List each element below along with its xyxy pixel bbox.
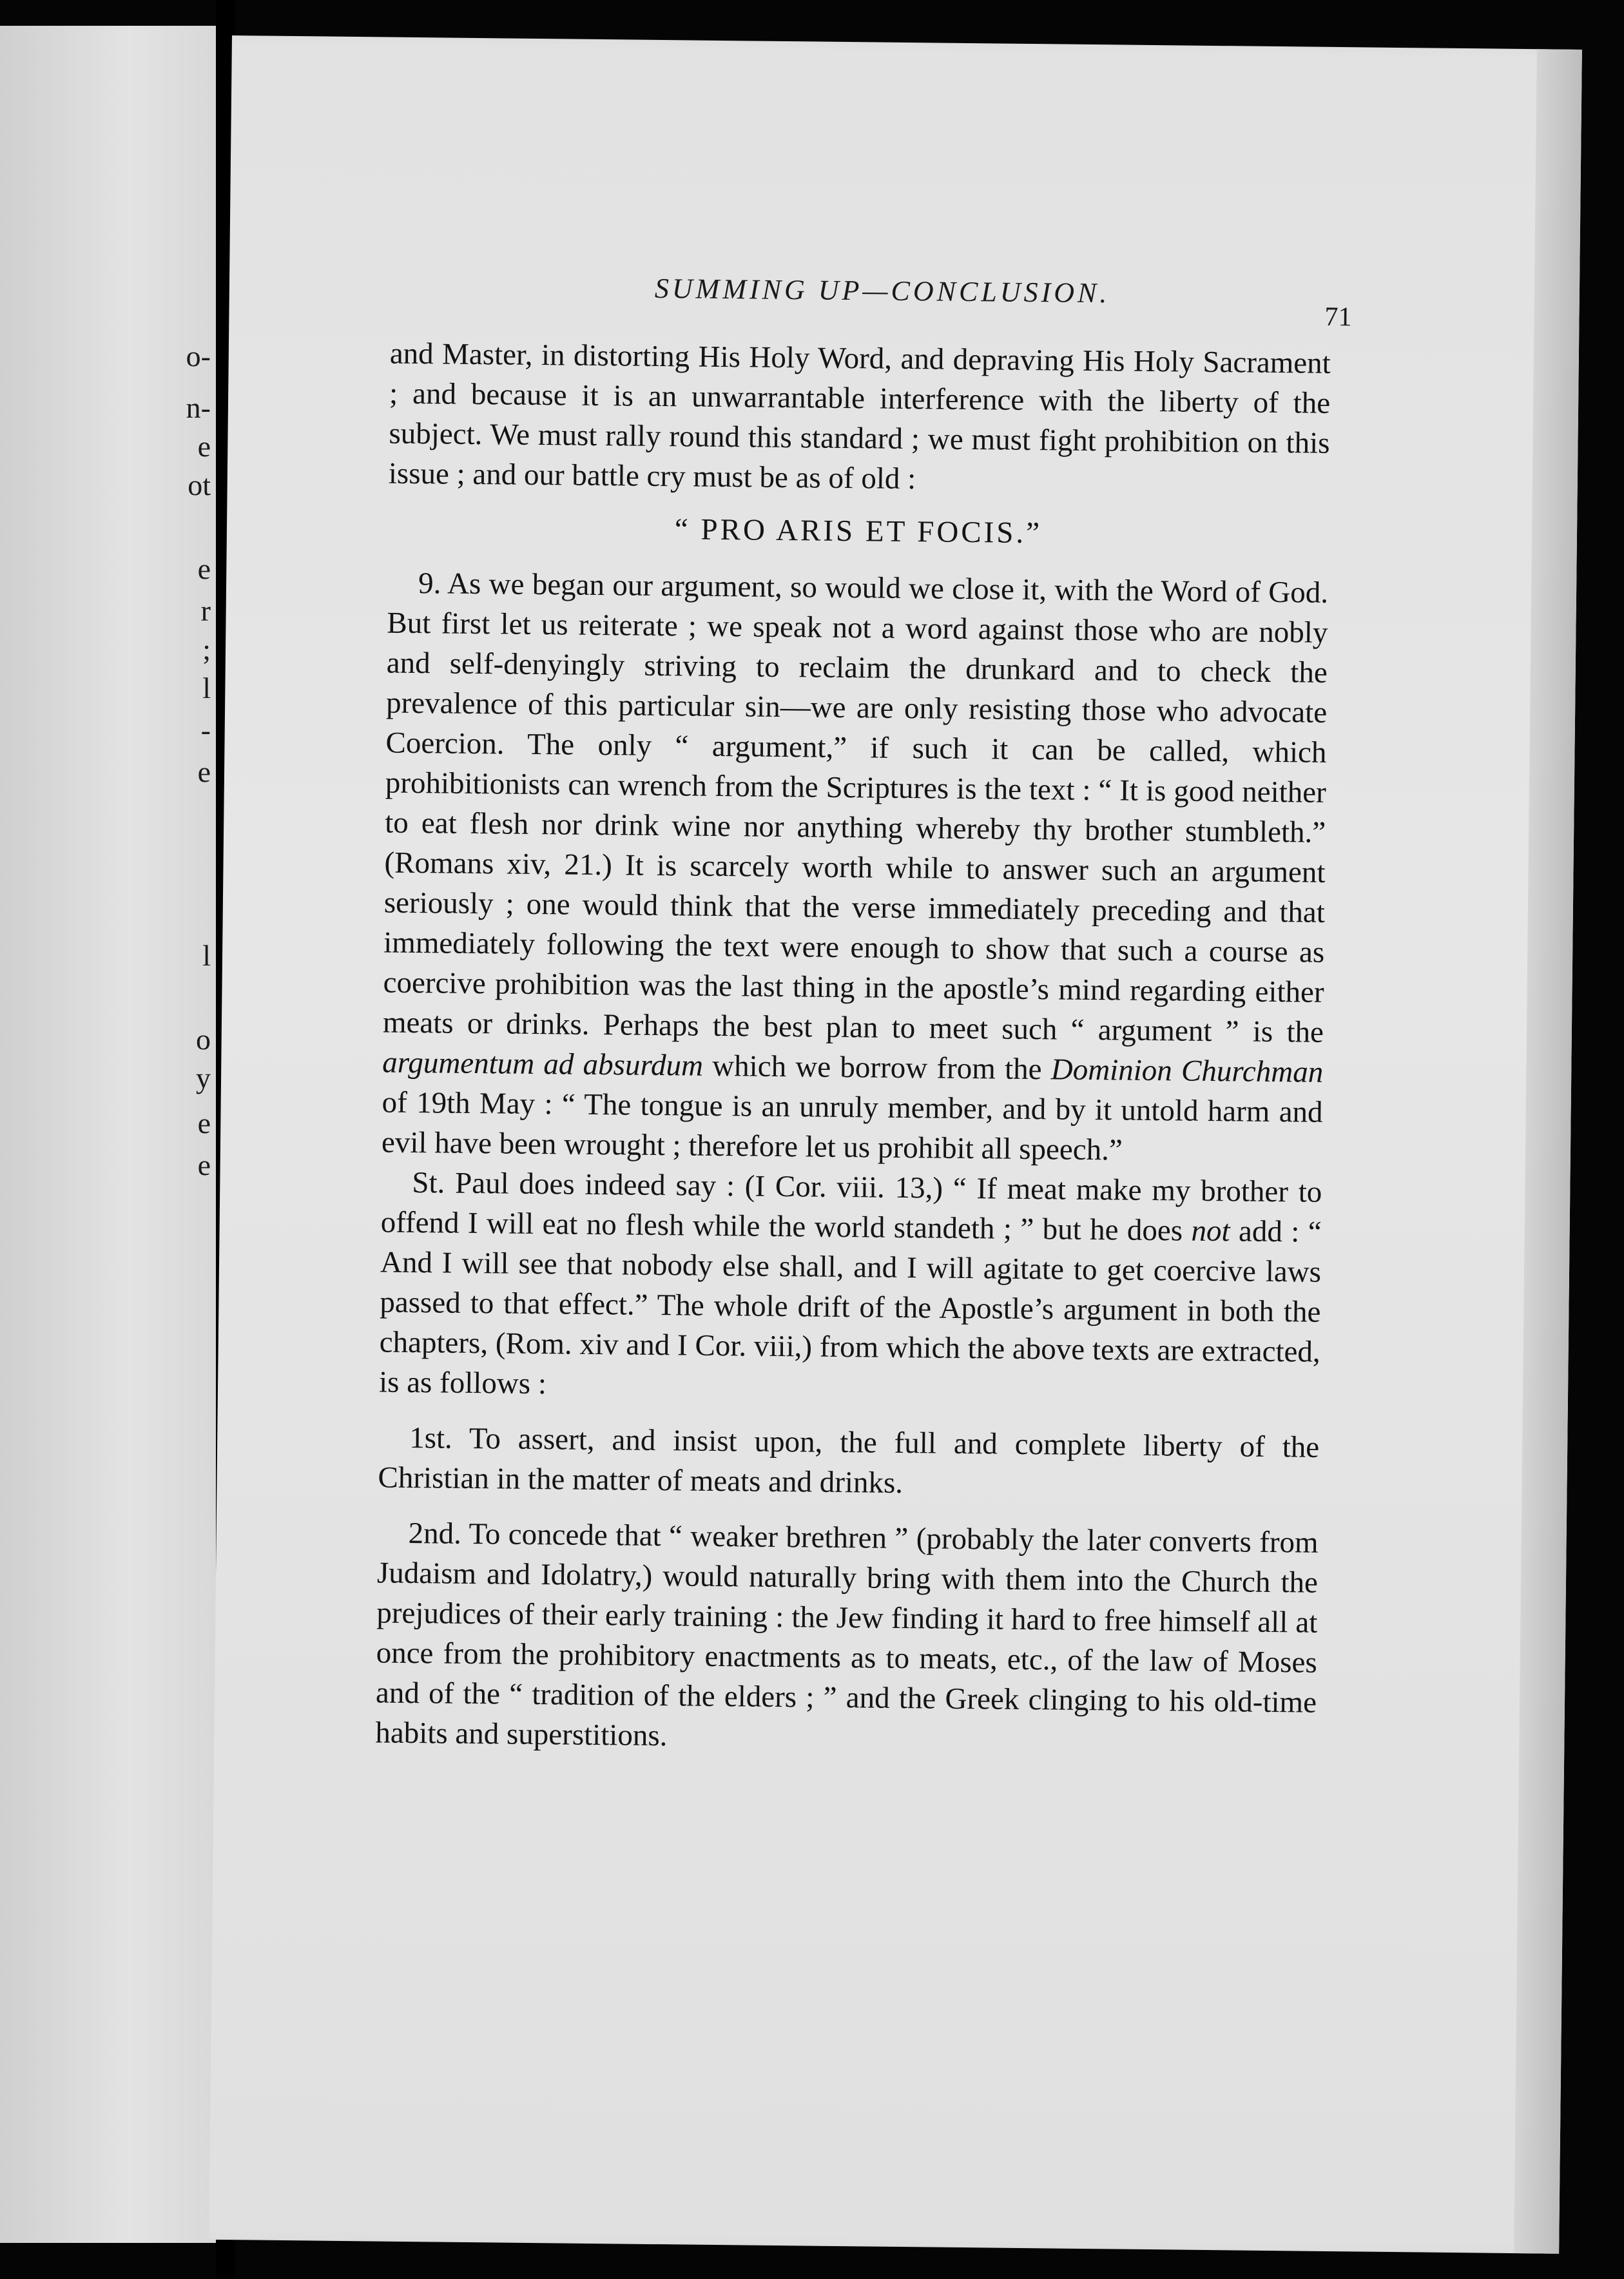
margin-fragment: ot [188,469,211,501]
paragraph [382,563,1329,1172]
page-number: 71 [1324,302,1352,333]
margin-fragment: e [197,552,211,585]
paragraph: and Master, in distorting His Holy Word, and depraving His Holy Sacrament ; and because it is an unwarrantable interference with the liberty of the subject. We must rally round this standard ; we must fight prohibition on this issue ; and our battle cry must be as of old : [388,336,1331,496]
list-item: 2nd. To concede that “ weaker brethren ” (probably the later converts from Judaism and Idolatry,) would naturally bring with them into the Church the prejudices of their early training : the Jew finding it hard to free himself all at once from the prohibitory enactments as to meats, etc., of the law of Moses and of the “ tradition of the elders ; ” and the Greek clinging to his old-time habits and superstitions. [375,1516,1319,1753]
margin-fragment: e [197,430,211,463]
page-body [375,334,1331,1763]
running-head: SUMMING UP—CONCLUSION. [654,272,1110,309]
margin-fragment: o [196,1023,211,1056]
margin-fragment: n- [186,391,211,424]
page-edge-shadow [1514,49,1582,2254]
list-item: 1st. To assert, and insist upon, the full and complete liberty of the Christian in the matter of meats and drinks. [378,1421,1320,1500]
margin-fragment: e [197,755,211,788]
margin-fragment: l [202,939,211,972]
margin-fragment: r [200,594,211,627]
paragraph-text: 9. As we began our argument, so would we close it, with the Word of God. But first let us reiterate ; we speak not a word against those who are nobly and self-denyingly striving to reclaim the drunkard and to check the prevalence of this particular sin—we are only resisting those who advocate Coercion. The only “ argument,” if such it can be called, which prohibitionists can wrench from the Scriptures is the text : “ It is good neither to eat flesh nor drink wine nor anything whereby thy brother stumbleth.” (Romans xiv, 21.) It is scarcely worth while to answer such an argument seriously ; one would think that the verse immediately preceding and that immediately following the text were enough to show that such a course as coercive prohibition was the last thing in the apostle’s mind regarding either meats or drinks. Perhaps the best plan to meet such “ argument ” is the [382,567,1329,1049]
paragraph-text: of 19th May : “ The tongue is an unruly member, and by it untold harm and evil have been wrought ; therefore let us prohibit all speech.” [381,1085,1323,1167]
margin-fragment: e [197,1107,211,1140]
italic-phrase: argumentum ad absurdum [382,1045,704,1083]
paragraph-text: St. Paul does indeed say : (I Cor. viii. 13,) “ If meat make my brother to offend I will eat no flesh while the world standeth ; ” but he does [380,1166,1322,1248]
margin-fragment: e [197,1149,211,1181]
paragraph-text: add : “ And I will see that nobody else shall, and I will agitate to get coercive laws passed to that effect.” The whole drift of the Apostle’s argument in both the chapters, (Rom. xiv and I Cor. viii,) from which the above texts are extracted, is as follows : [378,1214,1322,1401]
book-page [209,35,1582,2254]
margin-fragment: l [202,672,211,704]
margin-fragment: o- [186,340,211,373]
margin-fragment: ; [202,633,211,666]
margin-fragment: - [200,713,211,746]
previous-page-edge [0,26,222,2243]
italic-word: not [1191,1214,1230,1248]
margin-fragment: y [196,1062,211,1094]
italic-title: Dominion Churchman [1050,1052,1324,1089]
paragraph-text: which we borrow from the [711,1049,1042,1087]
paragraph [379,1163,1322,1412]
motto: “ PRO ARIS ET FOCIS.” [674,512,1043,550]
